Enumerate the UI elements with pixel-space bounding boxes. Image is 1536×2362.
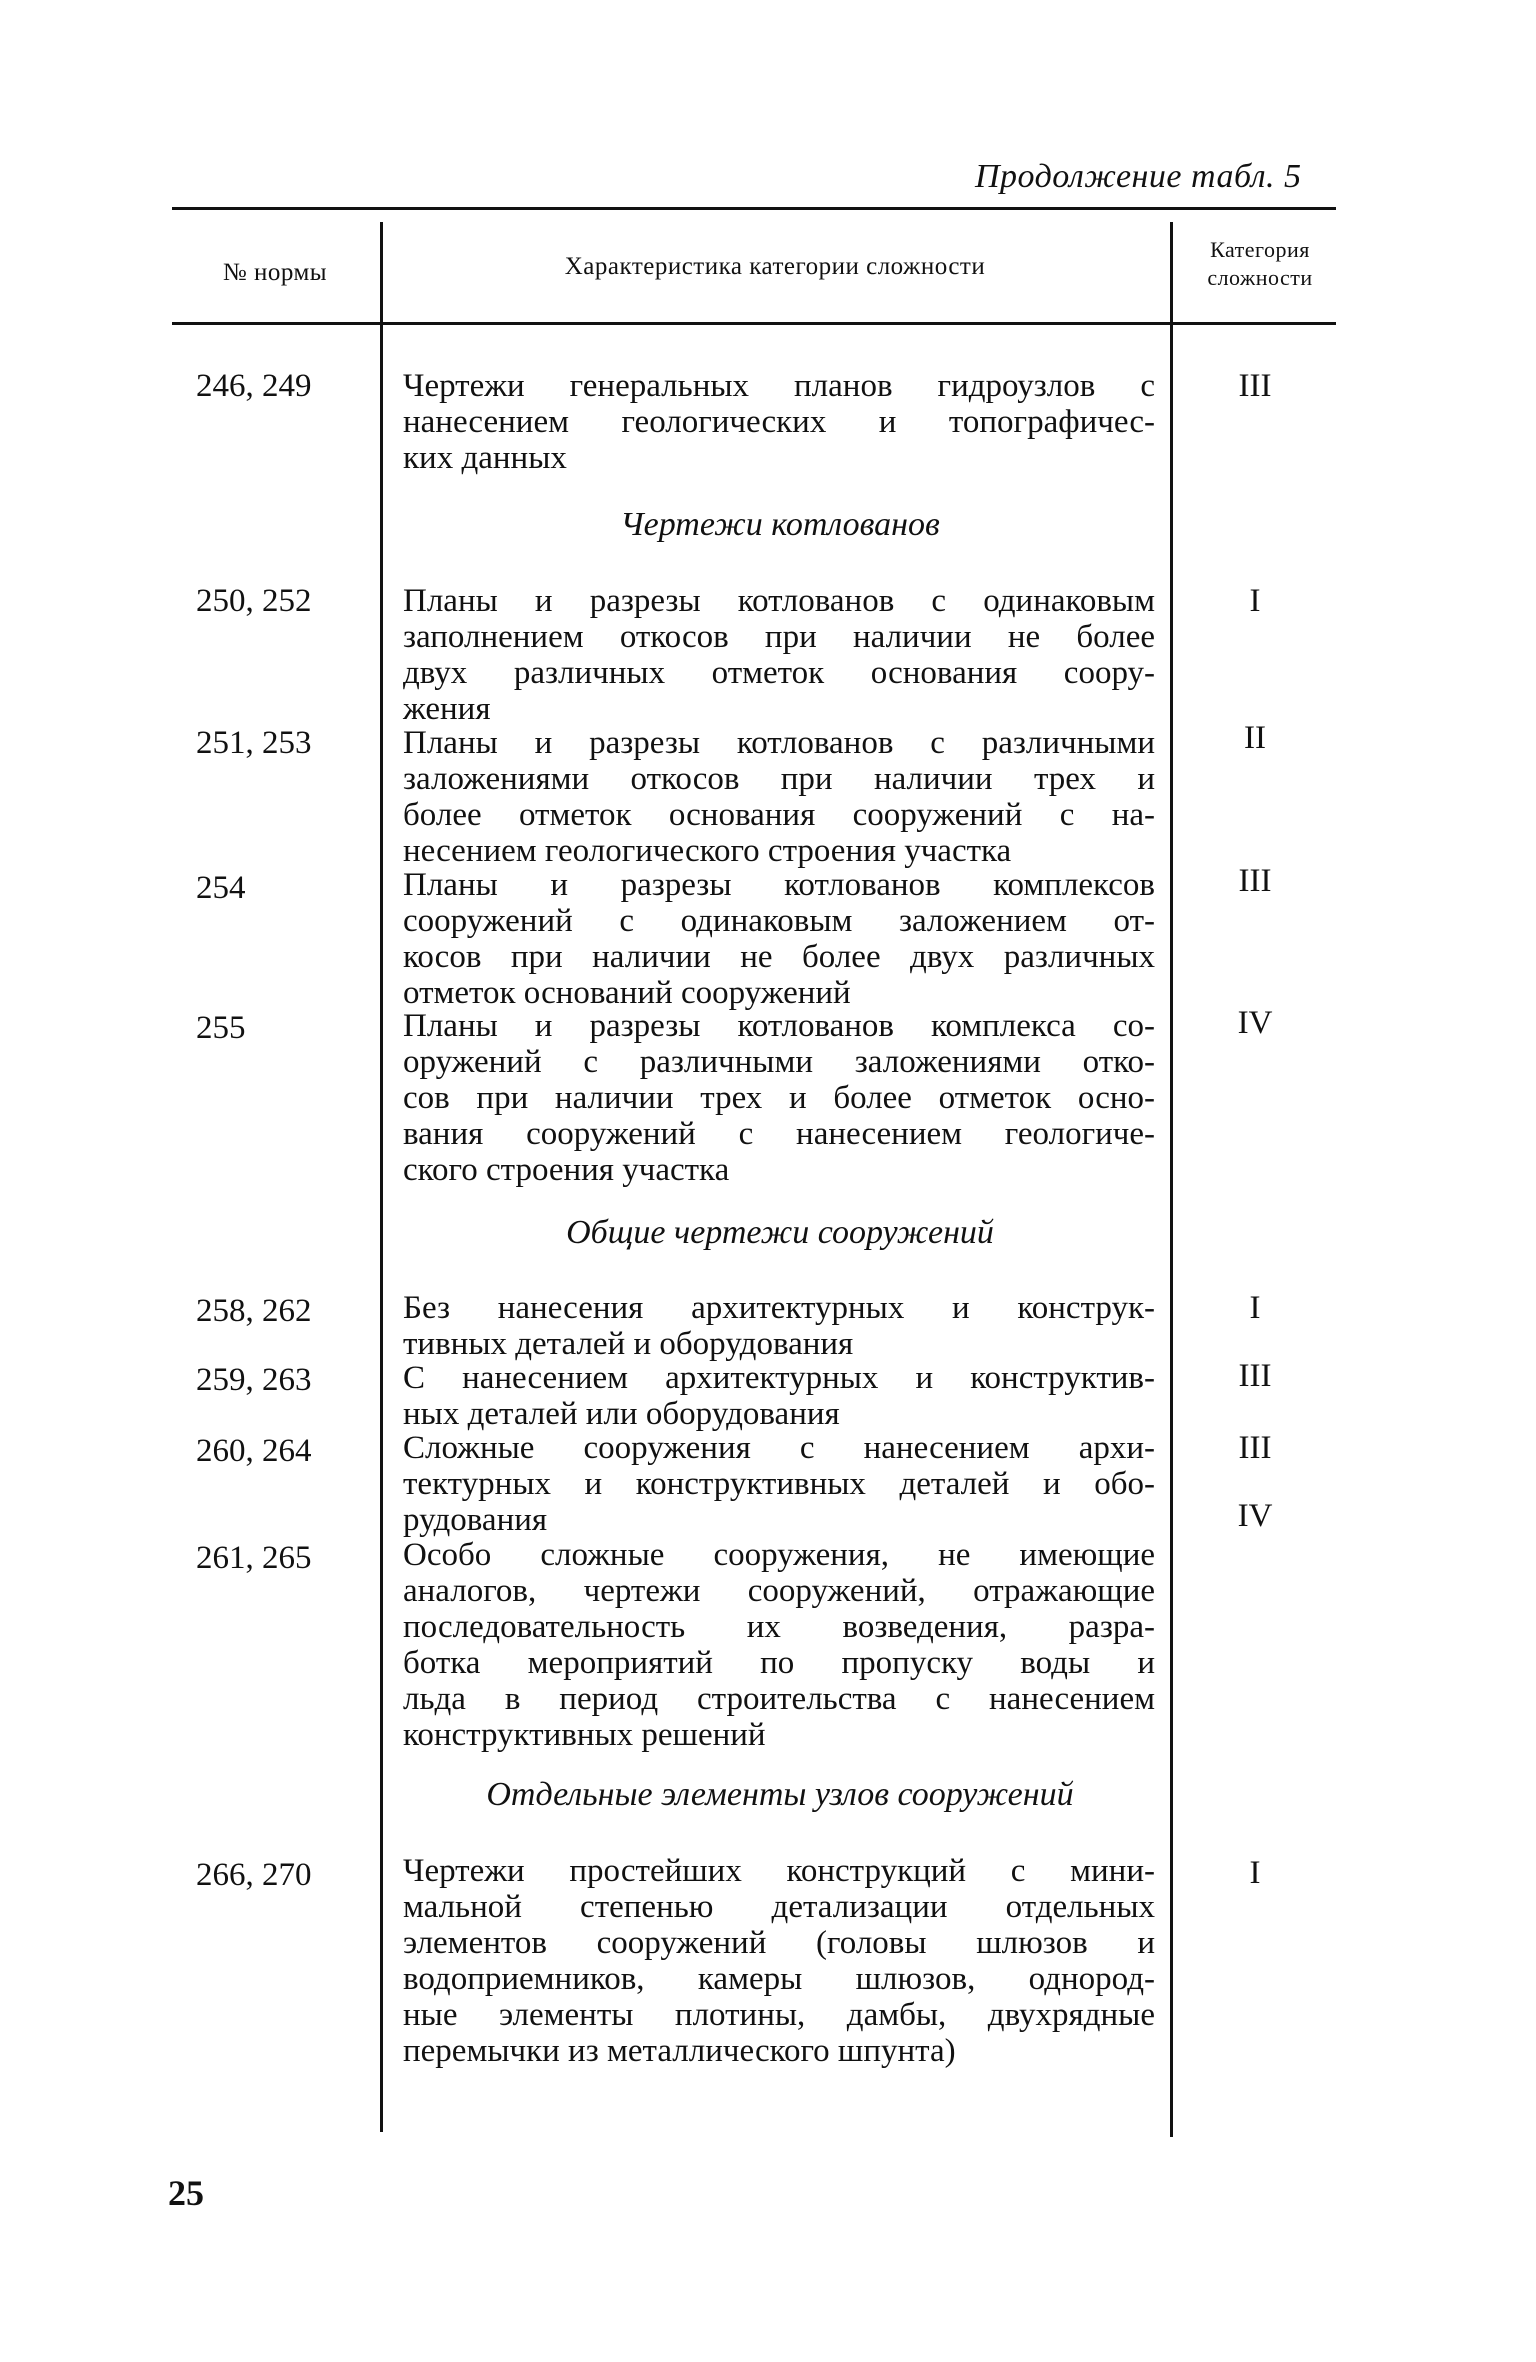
header-category-characteristic: Характеристика категории сложности: [564, 253, 986, 280]
norm-number: 251, 253: [196, 725, 312, 761]
header-norm-number: № нормы: [222, 259, 328, 286]
desc-line: ных деталей или оборудования: [403, 1396, 840, 1432]
desc-line: С нанесением архитектурных и конструктив-: [403, 1360, 1155, 1396]
row-description: [403, 1008, 1155, 1188]
norm-number: 246, 249: [196, 368, 312, 404]
section-heading: Чертежи котлованов: [620, 506, 940, 543]
desc-line: мальной степенью детализации отдельных: [403, 1889, 1155, 1925]
desc-line: перемычки из металлического шпунта): [403, 2033, 956, 2069]
norm-number: 259, 263: [196, 1362, 312, 1398]
desc-line: Планы и разрезы котлованов с различными: [403, 725, 1155, 761]
table-continuation-caption: Продолжение табл. 5: [975, 158, 1302, 195]
desc-line: ского строения участка: [403, 1152, 730, 1188]
desc-line: водоприемников, камеры шлюзов, однород-: [403, 1961, 1155, 1997]
desc-line: вания сооружений с нанесением геологиче-: [403, 1116, 1155, 1152]
desc-line: Особо сложные сооружения, не имеющие: [403, 1537, 1155, 1573]
desc-line: ботка мероприятий по пропуску воды и: [403, 1645, 1155, 1681]
row-description: [403, 1360, 1155, 1432]
norm-number: 266, 270: [196, 1857, 312, 1893]
table-top-rule: [172, 207, 1336, 210]
desc-line: льда в период строительства с нанесением: [403, 1681, 1155, 1717]
norm-number: 254: [196, 870, 246, 906]
norm-number: 258, 262: [196, 1293, 312, 1329]
desc-line: Планы и разрезы котлованов комплекса со-: [403, 1008, 1155, 1044]
complexity-category: III: [1238, 1358, 1272, 1394]
desc-line: тивных деталей и оборудования: [403, 1326, 854, 1362]
desc-line: последовательность их возведения, разра-: [403, 1609, 1155, 1645]
desc-line: Сложные сооружения с нанесением архи-: [403, 1430, 1155, 1466]
complexity-category: I: [1249, 1290, 1261, 1326]
row-description: [403, 1430, 1155, 1538]
section-heading: Отдельные элементы узлов сооружений: [486, 1776, 1074, 1813]
desc-line: сооружений с одинаковым заложением от-: [403, 903, 1155, 939]
header-complexity-category: [1175, 236, 1345, 292]
desc-line: заполнением откосов при наличии не более: [403, 619, 1155, 655]
desc-line: более отметок основания сооружений с на-: [403, 797, 1155, 833]
row-description: [403, 867, 1155, 1011]
desc-line: нанесением геологических и топографичес-: [403, 404, 1155, 440]
desc-line: элементов сооружений (головы шлюзов и: [403, 1925, 1155, 1961]
desc-line: оружений с различными заложениями отко-: [403, 1044, 1155, 1080]
desc-line: ких данных: [403, 440, 567, 476]
desc-line: двух различных отметок основания соору-: [403, 655, 1155, 691]
desc-line: несением геологического строения участка: [403, 833, 1012, 869]
row-description: [403, 1290, 1155, 1362]
desc-line: тектурных и конструктивных деталей и обо-: [403, 1466, 1155, 1502]
desc-line: заложениями откосов при наличии трех и: [403, 761, 1155, 797]
desc-line: Планы и разрезы котлованов с одинаковым: [403, 583, 1155, 619]
desc-line: ные элементы плотины, дамбы, двухрядные: [403, 1997, 1155, 2033]
desc-line: аналогов, чертежи сооружений, отражающие: [403, 1573, 1155, 1609]
row-description: [403, 1853, 1155, 2069]
desc-line: конструктивных решений: [403, 1717, 766, 1753]
header-category-line1: Категория: [1210, 237, 1310, 262]
complexity-category: III: [1238, 1430, 1272, 1466]
desc-line: Без нанесения архитектурных и конструк-: [403, 1290, 1155, 1326]
complexity-category: II: [1244, 720, 1266, 756]
complexity-category: I: [1249, 583, 1261, 619]
header-category-line2: сложности: [1207, 265, 1313, 290]
desc-line: косов при наличии не более двух различных: [403, 939, 1155, 975]
complexity-category: III: [1238, 863, 1272, 899]
table-header-rule: [172, 322, 1336, 325]
row-description: [403, 1537, 1155, 1753]
desc-line: отметок оснований сооружений: [403, 975, 851, 1011]
complexity-category: III: [1238, 368, 1272, 404]
row-description: [403, 368, 1155, 476]
desc-line: Планы и разрезы котлованов комплексов: [403, 867, 1155, 903]
desc-line: жения: [403, 691, 491, 727]
norm-number: 261, 265: [196, 1540, 312, 1576]
desc-line: сов при наличии трех и более отметок осно-: [403, 1080, 1155, 1116]
complexity-category: I: [1249, 1855, 1261, 1891]
section-heading: Общие чертежи сооружений: [566, 1214, 994, 1251]
desc-line: рудования: [403, 1502, 548, 1538]
page-number: 25: [168, 2173, 204, 2213]
desc-line: Чертежи генеральных планов гидроузлов с: [403, 368, 1155, 404]
row-description: [403, 725, 1155, 869]
norm-number: 250, 252: [196, 583, 312, 619]
row-description: [403, 583, 1155, 727]
norm-number: 260, 264: [196, 1433, 312, 1469]
desc-line: Чертежи простейших конструкций с мини-: [403, 1853, 1155, 1889]
complexity-category: IV: [1237, 1498, 1273, 1534]
norm-number: 255: [196, 1010, 246, 1046]
complexity-category: IV: [1237, 1005, 1273, 1041]
